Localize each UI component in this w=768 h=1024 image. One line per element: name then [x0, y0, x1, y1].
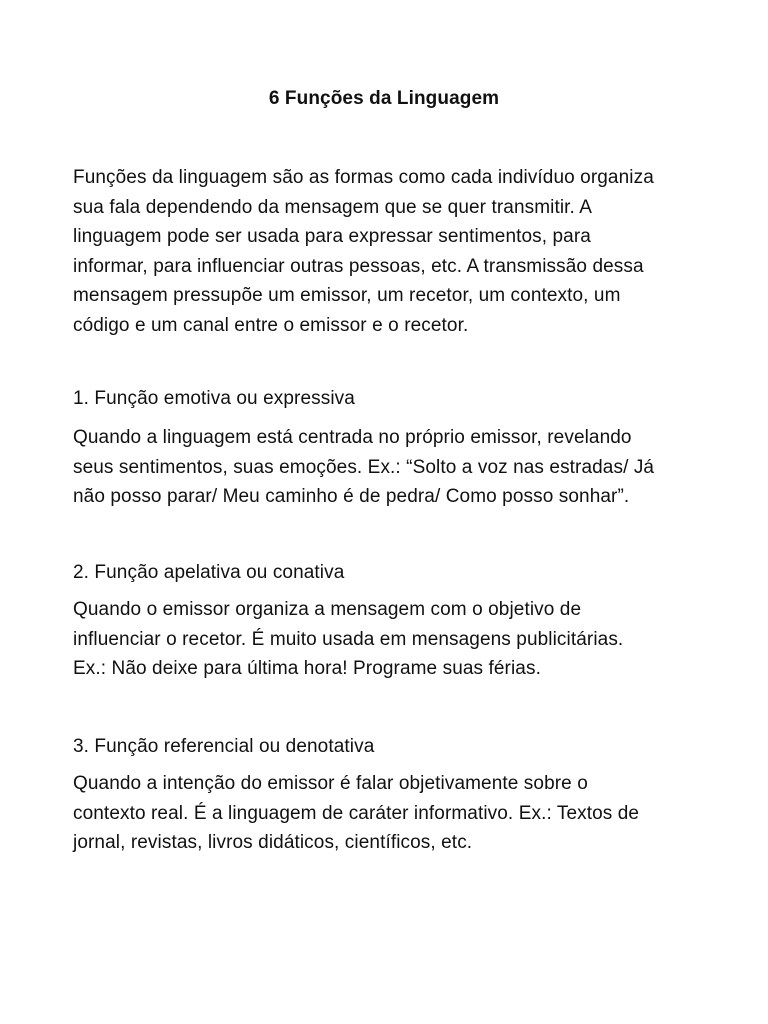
body-line: influenciar o recetor. É muito usada em mensagens publicitárias. — [73, 628, 624, 650]
body-line: Ex.: Não deixe para última hora! Programe suas férias. — [73, 658, 541, 679]
intro-line: sua fala dependendo da mensagem que se quer transmitir. A — [73, 196, 593, 218]
body-line: seus sentimentos, suas emoções. Ex.: “Solto a voz nas estradas/ Já — [73, 456, 655, 478]
section-body-emotiva — [73, 423, 713, 512]
intro-line: Funções da linguagem são as formas como cada indivíduo organiza — [73, 167, 654, 188]
intro-line: linguagem pode ser usada para expressar sentimentos, para — [73, 226, 591, 247]
body-line: contexto real. É a linguagem de caráter informativo. Ex.: Textos de — [73, 802, 640, 824]
section-heading-apelativa: 2. Função apelativa ou conativa — [73, 562, 345, 583]
page-title: 6 Funções da Linguagem — [268, 88, 500, 109]
intro-line: código e um canal entre o emissor e o recetor. — [73, 314, 469, 336]
intro-line: mensagem pressupõe um emissor, um recetor, um contexto, um — [73, 285, 621, 306]
section-heading-emotiva: 1. Função emotiva ou expressiva — [73, 388, 355, 409]
section-body-apelativa — [73, 595, 713, 684]
body-line: não posso parar/ Meu caminho é de pedra/ Como posso sonhar”. — [73, 486, 630, 507]
section-body-referencial — [73, 769, 713, 858]
body-line: Quando o emissor organiza a mensagem com o objetivo de — [73, 599, 582, 620]
intro-line: informar, para influenciar outras pessoas, etc. A transmissão dessa — [73, 255, 644, 277]
intro-paragraph — [73, 163, 713, 340]
body-line: jornal, revistas, livros didáticos, científicos, etc. — [73, 832, 473, 853]
body-line: Quando a linguagem está centrada no próprio emissor, revelando — [73, 427, 632, 448]
body-line: Quando a intenção do emissor é falar objetivamente sobre o — [73, 773, 588, 794]
section-heading-referencial: 3. Função referencial ou denotativa — [73, 736, 375, 757]
